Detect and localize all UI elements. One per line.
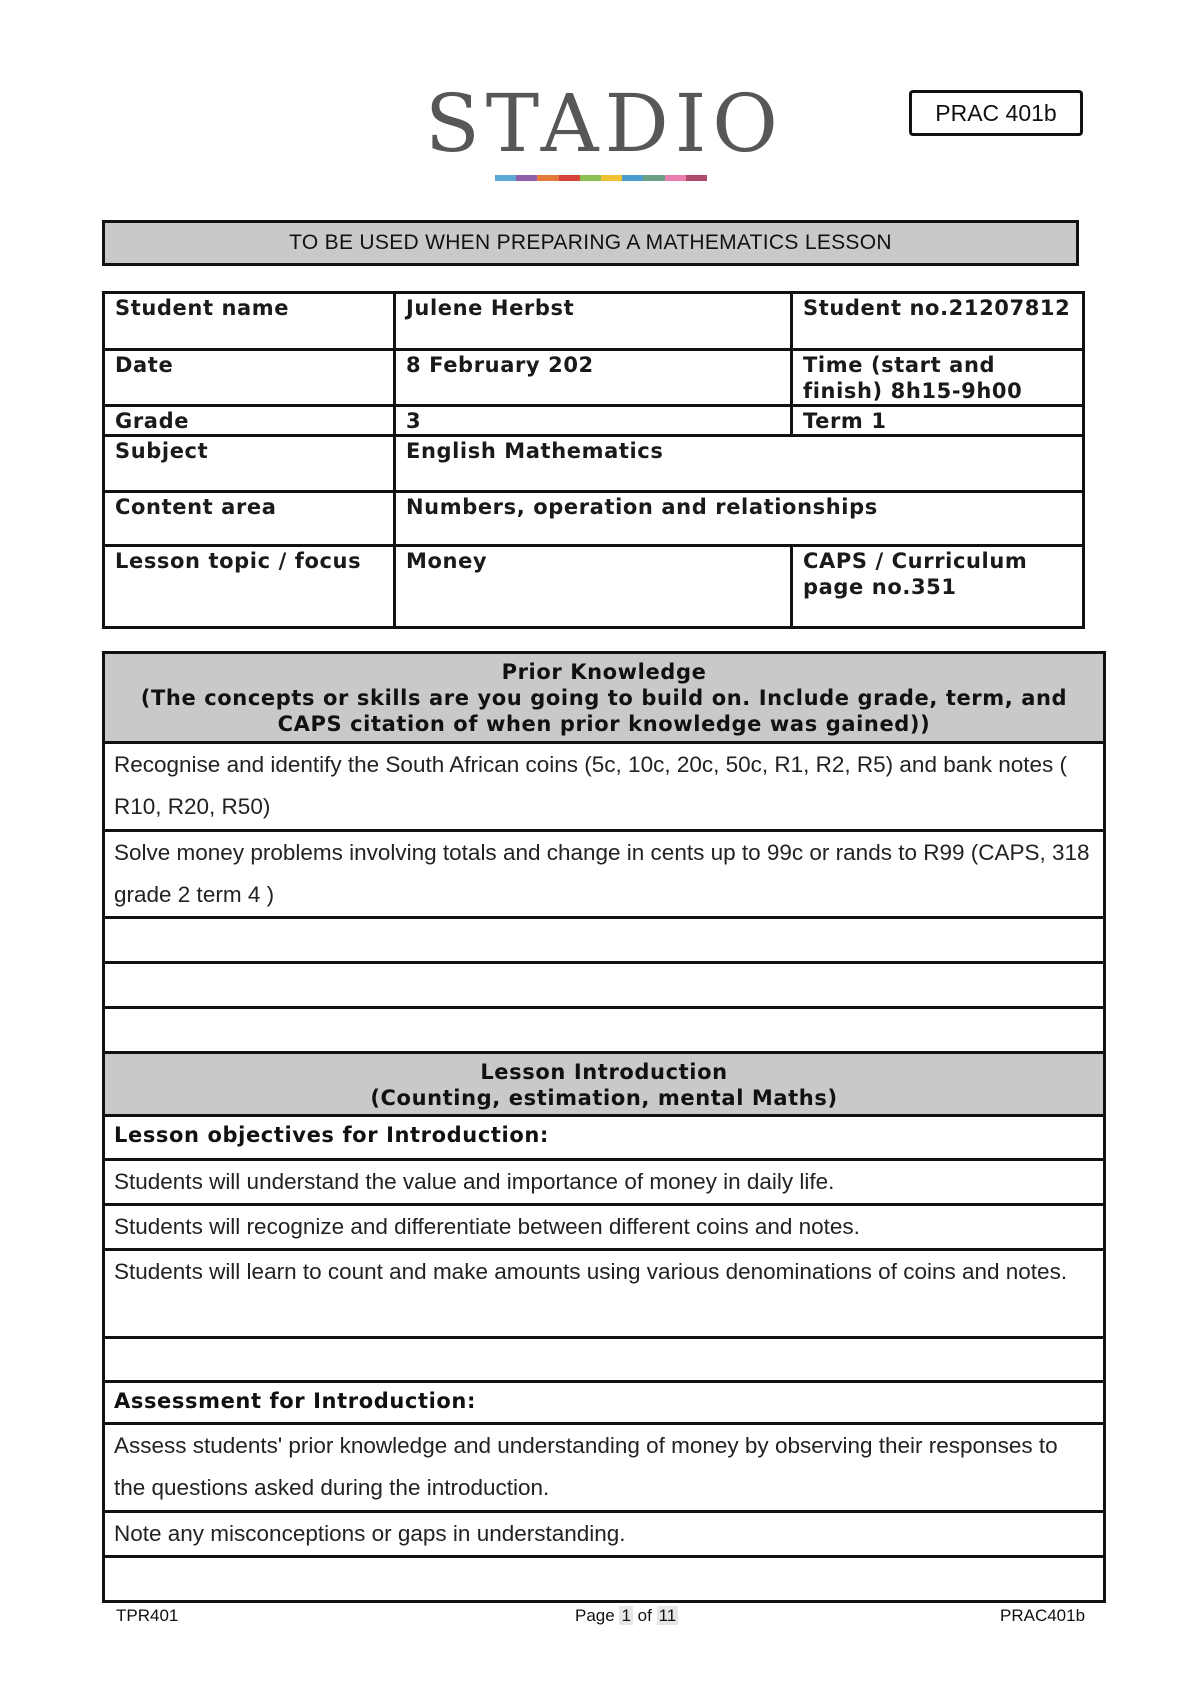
caps-page [792, 546, 1084, 628]
objective-item: Students will recognize and differentiate between different coins and notes. [104, 1205, 1105, 1250]
table-row [104, 546, 1084, 628]
prior-knowledge-subtitle-2: CAPS citation of when prior knowledge was gained)) [277, 712, 931, 736]
table-row [104, 653, 1105, 743]
footer-page-number [575, 1606, 678, 1626]
lesson-introduction-subtitle: (Counting, estimation, mental Maths) [370, 1086, 838, 1110]
lesson-introduction-header [104, 1053, 1105, 1116]
student-number: Student no.21207812 [792, 293, 1084, 350]
empty-row [104, 1008, 1105, 1053]
assessment-label: Assessment for Introduction: [104, 1382, 1105, 1424]
lesson-plan-table [102, 651, 1106, 1603]
table-row [104, 1512, 1105, 1557]
objective-item: Students will understand the value and importance of money in daily life. [104, 1160, 1105, 1205]
empty-row [104, 1557, 1105, 1602]
table-row [104, 743, 1105, 831]
logo-bar-segment [686, 175, 707, 181]
prior-knowledge-item: Solve money problems involving totals and change in cents up to 99c or rands to R99 (CAPS, 318 grade 2 term 4 ) [104, 831, 1105, 918]
grade-label: Grade [104, 406, 395, 436]
student-name-label: Student name [104, 293, 395, 350]
empty-row [104, 963, 1105, 1008]
assessment-item: Assess students' prior knowledge and understanding of money by observing their responses to the questions asked during the introduction. [104, 1424, 1105, 1512]
lesson-topic-value: Money [395, 546, 792, 628]
logo-bar-segment [537, 175, 558, 181]
prior-knowledge-item: Recognise and identify the South African coins (5c, 10c, 20c, 50c, R1, R2, R5) and bank notes ( R10, R20, R50) [104, 743, 1105, 831]
term-value: Term 1 [792, 406, 1084, 436]
table-row [104, 1205, 1105, 1250]
subject-value: English Mathematics [395, 436, 1084, 492]
student-info-table [102, 291, 1085, 629]
table-row [104, 918, 1105, 963]
table-row [104, 293, 1084, 350]
prior-knowledge-subtitle-1: (The concepts or skills are you going to build on. Include grade, term, and [140, 686, 1068, 710]
prior-knowledge-header [104, 653, 1105, 743]
content-area-label: Content area [104, 492, 395, 546]
footer-page-word: Page [575, 1606, 615, 1625]
content-area-value: Numbers, operation and relationships [395, 492, 1084, 546]
table-row [104, 1338, 1105, 1382]
empty-row [104, 1338, 1105, 1382]
objectives-label: Lesson objectives for Introduction: [104, 1116, 1105, 1160]
footer-page-total: 11 [658, 1606, 677, 1625]
document-code-box: PRAC 401b [909, 90, 1083, 136]
objective-item: Students will learn to count and make amounts using various denominations of coins and notes. [104, 1250, 1105, 1338]
table-row [104, 1160, 1105, 1205]
table-row [104, 1557, 1105, 1602]
caps-line-2: page no.351 [803, 575, 957, 599]
time-line-2: finish) 8h15-9h00 [803, 379, 1023, 403]
logo-text: STADIO [425, 77, 784, 170]
table-row [104, 1424, 1105, 1512]
table-row [104, 492, 1084, 546]
table-row [104, 963, 1105, 1008]
lesson-introduction-title: Lesson Introduction [480, 1060, 728, 1084]
table-row [104, 406, 1084, 436]
table-row [104, 1053, 1105, 1116]
table-row [104, 1008, 1105, 1053]
logo-bar-segment [516, 175, 537, 181]
prior-knowledge-title: Prior Knowledge [501, 660, 707, 684]
empty-row [104, 918, 1105, 963]
footer-course-code: TPR401 [116, 1606, 179, 1625]
logo-bar-segment [601, 175, 622, 181]
logo-bar-segment [643, 175, 664, 181]
time-value [792, 350, 1084, 406]
table-row [104, 831, 1105, 918]
footer-of-word: of [637, 1606, 652, 1625]
date-value: 8 February 202 [395, 350, 792, 406]
caps-line-1: CAPS / Curriculum [803, 549, 1028, 573]
logo-bar-segment [622, 175, 643, 181]
logo-bar-segment [495, 175, 516, 181]
footer-page-current: 1 [621, 1606, 631, 1625]
logo-bar-segment [580, 175, 601, 181]
time-line-1: Time (start and [803, 353, 996, 377]
student-name-value: Julene Herbst [395, 293, 792, 350]
date-label: Date [104, 350, 395, 406]
grade-value: 3 [395, 406, 792, 436]
form-banner: TO BE USED WHEN PREPARING A MATHEMATICS LESSON [102, 220, 1079, 266]
table-row [104, 436, 1084, 492]
table-row [104, 350, 1084, 406]
table-row [104, 1382, 1105, 1424]
assessment-item: Note any misconceptions or gaps in understanding. [104, 1512, 1105, 1557]
logo-color-bar [495, 175, 707, 181]
table-row [104, 1116, 1105, 1160]
table-row [104, 1250, 1105, 1338]
lesson-topic-label: Lesson topic / focus [104, 546, 395, 628]
stadio-logo [425, 77, 785, 192]
logo-bar-segment [559, 175, 580, 181]
subject-label: Subject [104, 436, 395, 492]
logo-bar-segment [665, 175, 686, 181]
footer-doc-code: PRAC401b [1000, 1606, 1086, 1625]
